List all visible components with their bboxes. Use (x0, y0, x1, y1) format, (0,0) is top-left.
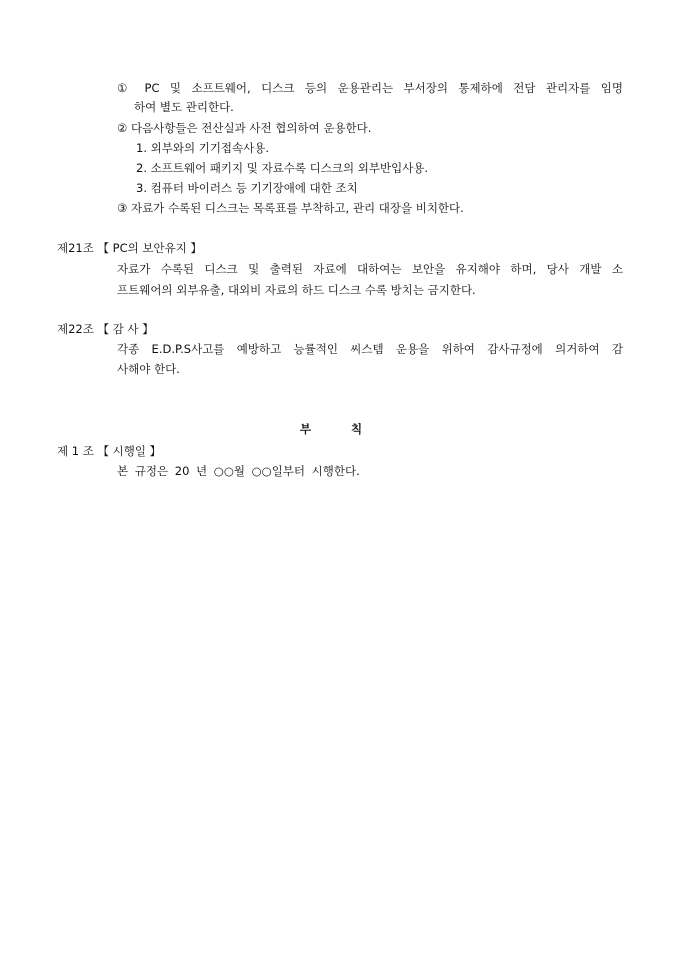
sub-item-1: 1. 외부와의 기기접속사용. (136, 141, 270, 155)
addendum-title: 부 칙 (299, 422, 381, 436)
article-22-line-2: 사해야 한다. (117, 362, 180, 376)
item-1-line-2: 하여 별도 관리한다. (134, 100, 234, 114)
article-22-heading: 제22조 【 감 사 】 (57, 322, 154, 336)
item-2: ② 다음사항들은 전산실과 사전 협의하여 운용한다. (117, 121, 372, 135)
sub-item-3: 3. 컴퓨터 바이러스 등 기기장애에 대한 조치 (136, 181, 358, 195)
item-1-line-1: ① PC 및 소프트웨어, 디스크 등의 운용관리는 부서장의 통제하에 전담 관리자를 임명 (117, 81, 623, 95)
sub-item-2: 2. 소프트웨어 패키지 및 자료수록 디스크의 외부반입사용. (136, 161, 429, 175)
article-22-line-1: 각종 E.D.P.S사고를 예방하고 능률적인 씨스템 운용을 위하여 감사규정에 의거하여 감 (117, 342, 623, 356)
article-21-heading: 제21조 【 PC의 보안유지 】 (57, 241, 202, 255)
article-21-line-2: 프트웨어의 외부유출, 대외비 자료의 하드 디스크 수록 방치는 금지한다. (117, 283, 476, 297)
addendum-article-1-body: 본 규정은 20 년 ○○월 ○○일부터 시행한다. (117, 464, 360, 478)
article-21-line-1: 자료가 수록된 디스크 및 출력된 자료에 대하여는 보안을 유지해야 하며, 당사 개발 소 (117, 262, 623, 276)
item-3: ③ 자료가 수록된 디스크는 목록표를 부착하고, 관리 대장을 비치한다. (117, 201, 464, 215)
addendum-article-1-heading: 제 1 조 【 시행일 】 (57, 444, 162, 458)
